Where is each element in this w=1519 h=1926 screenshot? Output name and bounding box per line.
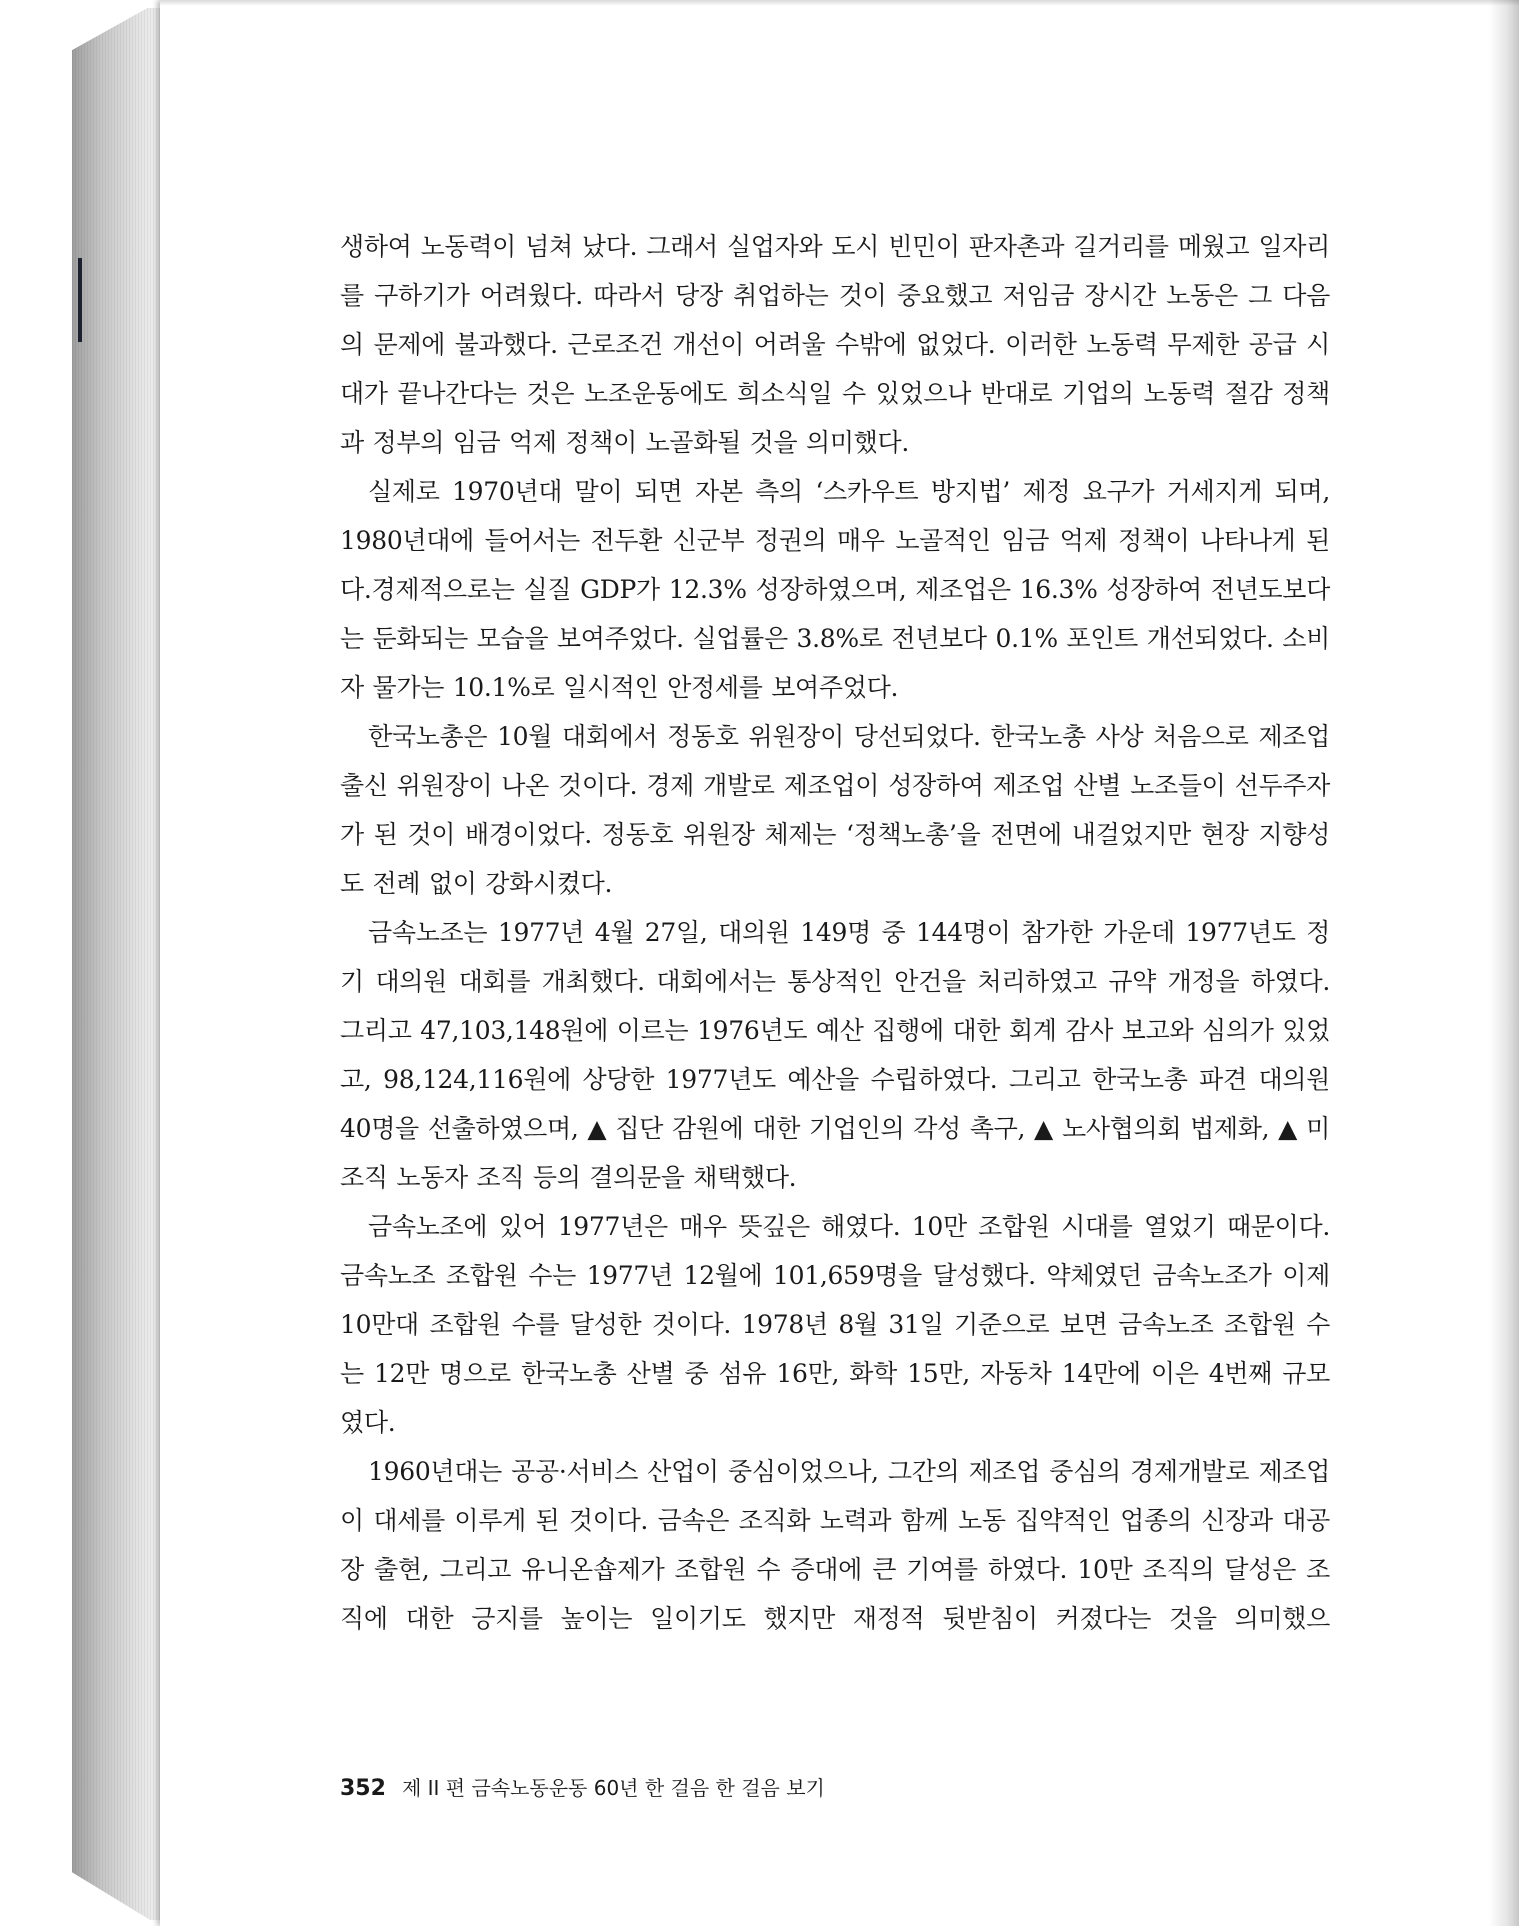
paragraph: 금속노조는 1977년 4월 27일, 대의원 149명 중 144명이 참가한 가운데 1977년도 정기 대의원 대회를 개최했다. 대회에서는 통상적인 안건을 처리하였고 규약 개정을 하였다. 그리고 47,103,148원에 이르는 1976년도 예산 집행에 대한 회계 감사 보고와 심의가 있었고, 98,124,116원에 상당한 1977년도 예산을 수립하였다. 그리고 한국노총 파견 대의원 40명을 선출하였으며, ▲ 집단 감원에 대한 기업인의 각성 촉구, ▲ 노사협의회 법제화, ▲ 미조직 노동자 조직 등의 결의문을 채택했다. bbox=[340, 918, 1330, 1192]
book-page-stack bbox=[72, 8, 164, 1920]
bookmark-ribbon bbox=[78, 258, 82, 342]
paragraph: 생하여 노동력이 넘쳐 났다. 그래서 실업자와 도시 빈민이 판자촌과 길거리를 메웠고 일자리를 구하기가 어려웠다. 따라서 당장 취업하는 것이 중요했고 저임금 장시간 노동은 그 다음의 문제에 불과했다. 근로조건 개선이 어려울 수밖에 없었다. 이러한 노동력 무제한 공급 시대가 끝나간다는 것은 노조운동에도 희소식일 수 있었으나 반대로 기업의 노동력 절감 정책과 정부의 임금 억제 정책이 노골화될 것을 의미했다. bbox=[340, 232, 1330, 457]
body-text bbox=[340, 222, 1330, 1643]
paragraph: 금속노조에 있어 1977년은 매우 뜻깊은 해였다. 10만 조합원 시대를 열었기 때문이다. 금속노조 조합원 수는 1977년 12월에 101,659명을 달성했다. 약체였던 금속노조가 이제 10만대 조합원 수를 달성한 것이다. 1978년 8월 31일 기준으로 보면 금속노조 조합원 수는 12만 명으로 한국노총 산별 중 섬유 16만, 화학 15만, 자동차 14만에 이은 4번째 규모였다. bbox=[340, 1212, 1330, 1437]
page-number: 352 bbox=[340, 1776, 386, 1801]
running-footer-title: 제 II 편 금속노동운동 60년 한 걸음 한 걸음 보기 bbox=[401, 1776, 825, 1800]
paragraph: 1960년대는 공공·서비스 산업이 중심이었으나, 그간의 제조업 중심의 경제개발로 제조업이 대세를 이루게 된 것이다. 금속은 조직화 노력과 함께 노동 집약적인 업종의 신장과 대공장 출현, 그리고 유니온숍제가 조합원 수 증대에 큰 기여를 하였다. 10만 조직의 달성은 조직에 대한 긍지를 높이는 일이기도 했지만 재정적 뒷받침이 커졌다는 것을 의미했으 bbox=[340, 1457, 1330, 1633]
page-footer bbox=[340, 1772, 825, 1801]
paragraph: 한국노총은 10월 대회에서 정동호 위원장이 당선되었다. 한국노총 사상 처음으로 제조업 출신 위원장이 나온 것이다. 경제 개발로 제조업이 성장하여 제조업 산별 노조들이 선두주자가 된 것이 배경이었다. 정동호 위원장 체제는 ‘정책노총’을 전면에 내걸었지만 현장 지향성도 전례 없이 강화시켰다. bbox=[340, 722, 1330, 898]
paragraph: 실제로 1970년대 말이 되면 자본 측의 ‘스카우트 방지법’ 제정 요구가 거세지게 되며, 1980년대에 들어서는 전두환 신군부 정권의 매우 노골적인 임금 억제 정책이 나타나게 된다.경제적으로는 실질 GDP가 12.3% 성장하였으며, 제조업은 16.3% 성장하여 전년도보다는 둔화되는 모습을 보여주었다. 실업률은 3.8%로 전년보다 0.1% 포인트 개선되었다. 소비자 물가는 10.1%로 일시적인 안정세를 보여주었다. bbox=[340, 477, 1330, 702]
